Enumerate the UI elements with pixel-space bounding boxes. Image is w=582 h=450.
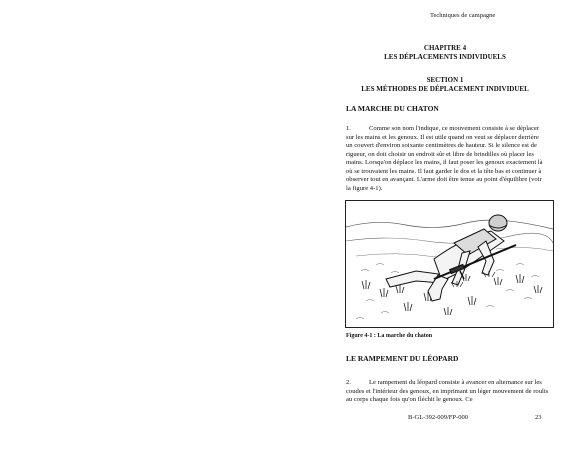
footer-page-number: 23 bbox=[535, 414, 542, 421]
figure-caption: Figure 4-1 : La marche du chaton bbox=[346, 333, 433, 339]
crawling-soldier-illustration bbox=[346, 201, 553, 327]
figure-illustration bbox=[345, 200, 554, 328]
paragraph-text: Comme son nom l'indique, ce mouvement consiste à se déplacer sur les mains et les genoux. Il est utile quand on veut se déplacer derrière un couvert d'environ soixante centimètres de hauteur. Si le silence est de rigueur, on doit choisir un endroit sûr et libre de brindilles où placer les mains. Lorsqu'on déplace les mains, il faut poser les genoux exactement là où se trouvaient les mains. Il faut garder le dos et la tête bas et continuer à observer tout en avançant. L'arme doit être tenue au point d'équilibre (voir la figure 4-1). bbox=[346, 125, 543, 192]
paragraph-number: 1. bbox=[346, 125, 351, 132]
footer-document-code: B-GL-392-009/FP-000 bbox=[408, 414, 468, 421]
paragraph-2 bbox=[346, 379, 554, 405]
heading-marche-du-chaton: LA MARCHE DU CHATON bbox=[346, 104, 439, 113]
chapter-number: CHAPITRE 4 bbox=[423, 44, 467, 52]
section-number: SECTION 1 bbox=[426, 76, 464, 84]
section-title: LES MÉTHODES DE DÉPLACEMENT INDIVIDUEL bbox=[361, 85, 529, 93]
paragraph-1 bbox=[346, 125, 544, 193]
heading-rampement-du-leopard: LE RAMPEMENT DU LÉOPARD bbox=[346, 354, 459, 363]
chapter-title: LES DÉPLACEMENTS INDIVIDUELS bbox=[384, 53, 506, 61]
chapter-heading bbox=[345, 44, 545, 62]
section-heading bbox=[345, 76, 545, 94]
paragraph-number: 2. bbox=[346, 379, 351, 386]
running-header: Techniques de campagne bbox=[430, 12, 496, 19]
paragraph-text: Le rampement du léopard consiste à avancer en alternance sur les coudes et l'intérieur des genoux, en imprimant un léger mouvement de roulis au corps chaque fois qu'on fléchit le genoux. Ce bbox=[346, 379, 549, 403]
